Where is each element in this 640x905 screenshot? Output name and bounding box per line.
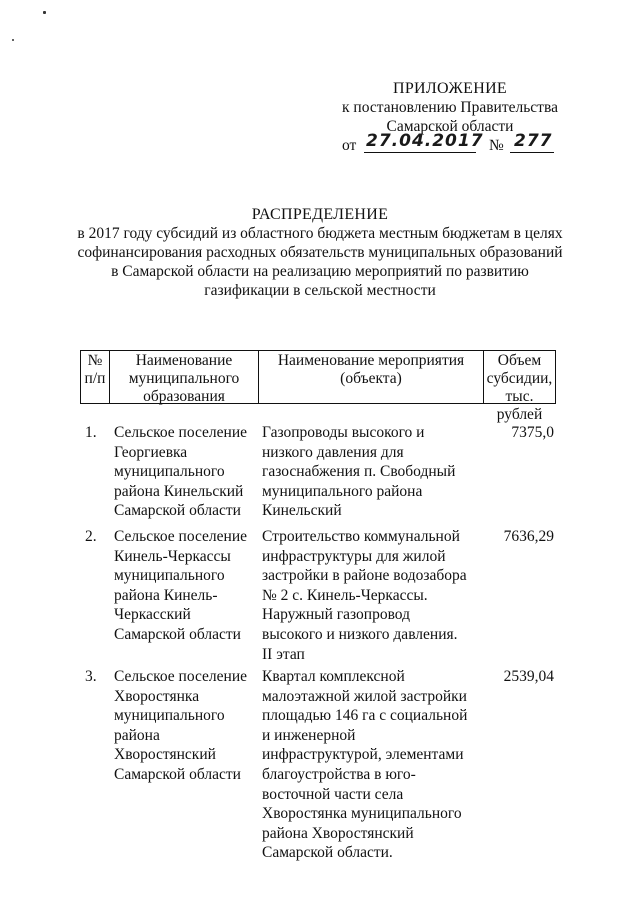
row-number: 2.	[85, 528, 97, 545]
row-project: Газопроводы высокого и низкого давления для газоснабжения п. Свободный муниципального района Кинельский	[262, 424, 456, 520]
table-row	[80, 527, 556, 667]
header-cell-project: Наименование мероприятия (объекта)	[258, 350, 484, 404]
date-underline	[364, 131, 484, 153]
row-municipality: Сельское поселение Георгиевка муниципального района Кинельский Самарской области	[114, 424, 247, 520]
table-header	[80, 350, 556, 423]
row-project: Строительство коммунальной инфраструктуры для жилой застройки в районе водозабора № 2 с. Кинель-Черкассы. Наружный газопровод высокого и низкого давления. II этап	[262, 528, 467, 663]
row-amount: 7636,29	[503, 528, 554, 545]
scan-speck	[12, 39, 14, 41]
title-line-2: софинансирования расходных обязательств муниципальных образований	[77, 244, 563, 261]
date-handwritten: 27.04.2017	[366, 131, 484, 151]
row-project: Квартал комплексной малоэтажной жилой застройки площадью 146 га с социальной и инженерной инфраструктурой, элементами благоустройства в юго- восточной части села Хворостянка муниципального района Хворостянский Самарской области.	[262, 668, 468, 862]
document-heading: РАСПРЕДЕЛЕНИЕ	[251, 206, 389, 223]
scan-speck	[43, 11, 46, 14]
region-line: Самарской области	[386, 118, 514, 135]
table-row	[80, 423, 556, 523]
date-prefix: от	[342, 137, 357, 154]
title-line-1: в 2017 году субсидий из областного бюджета местным бюджетам в целях	[77, 225, 563, 242]
row-number: 3.	[85, 668, 97, 685]
number-prefix: №	[489, 137, 504, 154]
header-cell-municipality: Наименование муниципального образования	[109, 350, 259, 404]
title-line-4: газификации в сельской местности	[204, 282, 436, 299]
appendix-label: ПРИЛОЖЕНИЕ	[392, 80, 507, 97]
title-line-3: в Самарской области на реализацию мероприятий по развитию	[111, 263, 529, 280]
row-number: 1.	[85, 424, 97, 441]
number-underline	[510, 132, 554, 153]
resolution-line: к постановлению Правительства	[342, 99, 558, 116]
row-amount: 2539,04	[503, 668, 554, 685]
number-handwritten: 277	[514, 131, 553, 151]
header-cell-amount: Объем субсидии, тыс. рублей	[483, 350, 556, 404]
table-row	[80, 667, 556, 867]
row-municipality: Сельское поселение Хворостянка муниципального района Хворостянский Самарской области	[114, 668, 247, 783]
header-cell-number: № п/п	[80, 350, 110, 404]
date-number-line	[342, 132, 562, 156]
row-amount: 7375,0	[511, 424, 554, 441]
row-municipality: Сельское поселение Кинель-Черкассы муниципального района Кинель- Черкасский Самарской области	[114, 528, 247, 643]
